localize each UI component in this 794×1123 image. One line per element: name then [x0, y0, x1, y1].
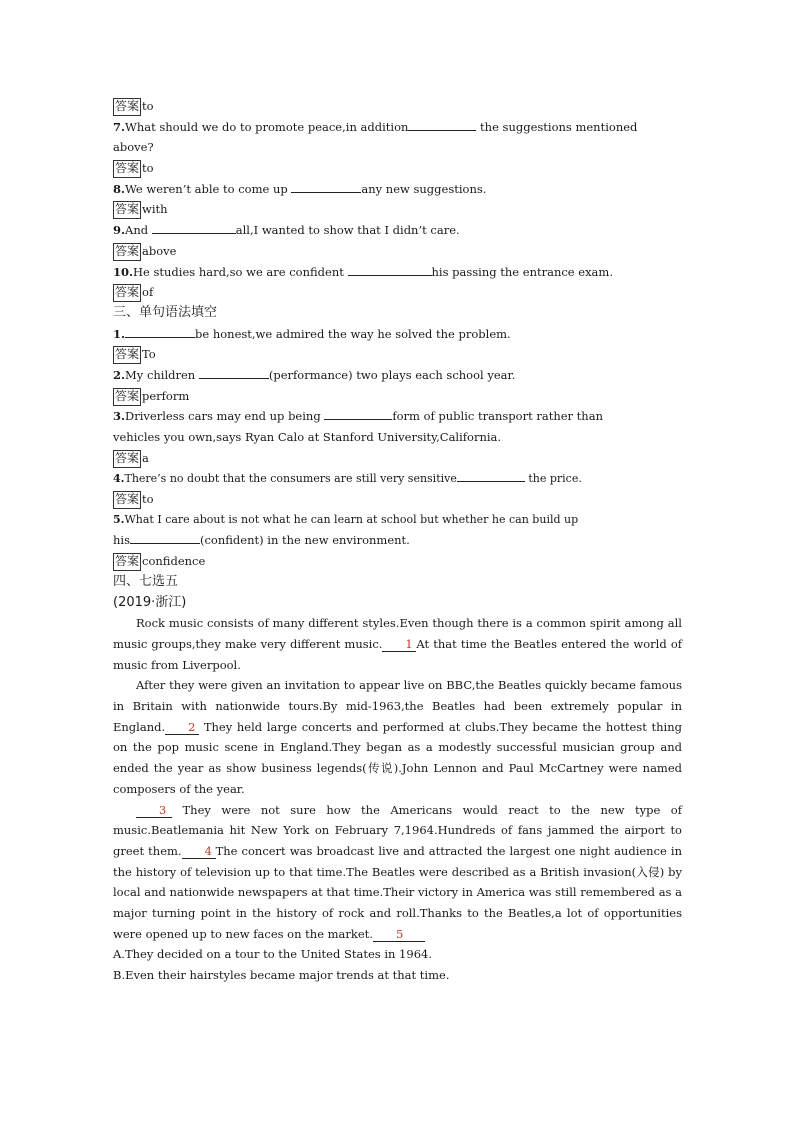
passage-blank-3: 3: [136, 803, 172, 818]
answer-badge: 答案: [113, 450, 141, 468]
question-9: 9.And all,I wanted to show that I didn’t care.: [113, 220, 682, 241]
grammar-question-3: 3.Driverless cars may end up being form of public transport rather than: [113, 406, 682, 427]
question-number: 4.: [113, 472, 125, 486]
answer-text: to: [142, 492, 154, 507]
answer-badge: 答案: [113, 553, 141, 571]
answer-text: To: [142, 347, 156, 362]
passage-blank-2: 2: [165, 720, 199, 735]
option-b: B.Even their hairstyles became major trends at that time.: [113, 968, 450, 983]
section-title: 四、七选五: [113, 573, 179, 589]
answer-blank: [291, 179, 361, 193]
question-number: 1.: [113, 326, 126, 341]
answer-line: [113, 448, 682, 469]
answer-text: with: [142, 202, 168, 217]
question-7-cont: above?: [113, 140, 154, 155]
answer-badge: 答案: [113, 160, 141, 178]
answer-text: a: [142, 450, 149, 465]
question-number: 5.: [113, 512, 125, 526]
grammar-question-2: 2.My children (performance) two plays each school year.: [113, 365, 682, 386]
document-page: [113, 96, 682, 986]
answer-text: to: [142, 99, 154, 113]
answer-badge: 答案: [113, 284, 141, 302]
question-number: 10.: [113, 264, 134, 279]
answer-blank: [324, 406, 392, 420]
answer-line: [113, 282, 682, 303]
grammar-question-3-cont: vehicles you own,says Ryan Calo at Stanford University,California.: [113, 430, 502, 444]
question-number: 9.: [113, 223, 126, 238]
option-a: A.They decided on a tour to the United States in 1964.: [113, 947, 432, 962]
answer-line: [113, 551, 682, 572]
answer-blank: [457, 468, 525, 482]
question-7: 7.What should we do to promote peace,in addition the suggestions mentioned: [113, 117, 682, 138]
passage-blank-1: 1: [382, 637, 416, 652]
answer-line: [113, 199, 682, 220]
answer-badge: 答案: [113, 201, 141, 219]
answer-badge: 答案: [113, 98, 141, 116]
answer-text: above: [142, 243, 177, 258]
source-label: (2019·浙江): [113, 594, 187, 610]
grammar-question-1: 1. be honest,we admired the way he solved the problem.: [113, 324, 682, 345]
answer-blank: [408, 117, 476, 131]
answer-badge: 答案: [113, 388, 141, 406]
answer-line: [113, 241, 682, 262]
question-number: 3.: [113, 409, 126, 424]
grammar-question-5-cont: his (confident) in the new environment.: [113, 530, 682, 551]
answer-line: [113, 489, 682, 510]
passage-blank-5: 5: [373, 927, 425, 942]
answer-line: [113, 96, 682, 117]
question-8: 8.We weren’t able to come up any new suggestions.: [113, 179, 682, 200]
passage-paragraph-2: After they were given an invitation to appear live on BBC,the Beatles quickly became famous in Britain with nationwide tours.By mid-1963,the Beatles had been extremely popular in England. 2 They held large concerts and performed at clubs.They became the hottest thing on the pop music scene in England.They began as a modestly successful musician group and ended the year as show business legends(传说).John Lennon and Paul McCartney were named composers of the year.: [113, 678, 682, 796]
answer-blank: [130, 530, 200, 544]
grammar-question-4: 4.There’s no doubt that the consumers are still very sensitive the price.: [113, 468, 682, 489]
answer-badge: 答案: [113, 346, 141, 364]
question-number: 2.: [113, 367, 126, 382]
answer-text: perform: [142, 388, 190, 403]
answer-text: to: [142, 161, 154, 176]
passage-blank-4: 4: [182, 844, 216, 859]
question-number: 8.: [113, 181, 126, 196]
answer-text: of: [142, 285, 154, 300]
grammar-question-5: 5.What I care about is not what he can learn at school but whether he can build up: [113, 512, 579, 526]
answer-blank: [152, 220, 236, 234]
answer-blank: [125, 324, 195, 338]
answer-line: [113, 158, 682, 179]
answer-blank: [199, 365, 269, 379]
answer-badge: 答案: [113, 243, 141, 261]
section-title: 三、单句语法填空: [113, 304, 218, 320]
answer-badge: 答案: [113, 491, 141, 509]
question-number: 7.: [113, 119, 126, 134]
question-10: 10.He studies hard,so we are confident his passing the entrance exam.: [113, 262, 682, 283]
passage-paragraph-3: 3 They were not sure how the Americans would react to the new type of music.Beatlemania hit New York on February 7,1964.Hundreds of fans jammed the airport to greet them. 4 The concert was broadcast live and attracted the largest one night audience in the history of television up to that time.The Beatles were described as a British invasion(入侵) by local and nationwide newspapers at that time.Their victory in America was still remembered as a major turning point in the history of rock and roll.Thanks to the Beatles,a lot of opportunities were opened up to new faces on the market. 5: [113, 802, 682, 941]
answer-text: confidence: [142, 554, 206, 569]
answer-blank: [348, 262, 432, 276]
answer-line: [113, 344, 682, 365]
passage-paragraph-1: Rock music consists of many different styles.Even though there is a common spirit among all music groups,they make very different music. 1 At that time the Beatles entered the world of music from Liverpool.: [113, 616, 682, 672]
answer-line: [113, 386, 682, 407]
